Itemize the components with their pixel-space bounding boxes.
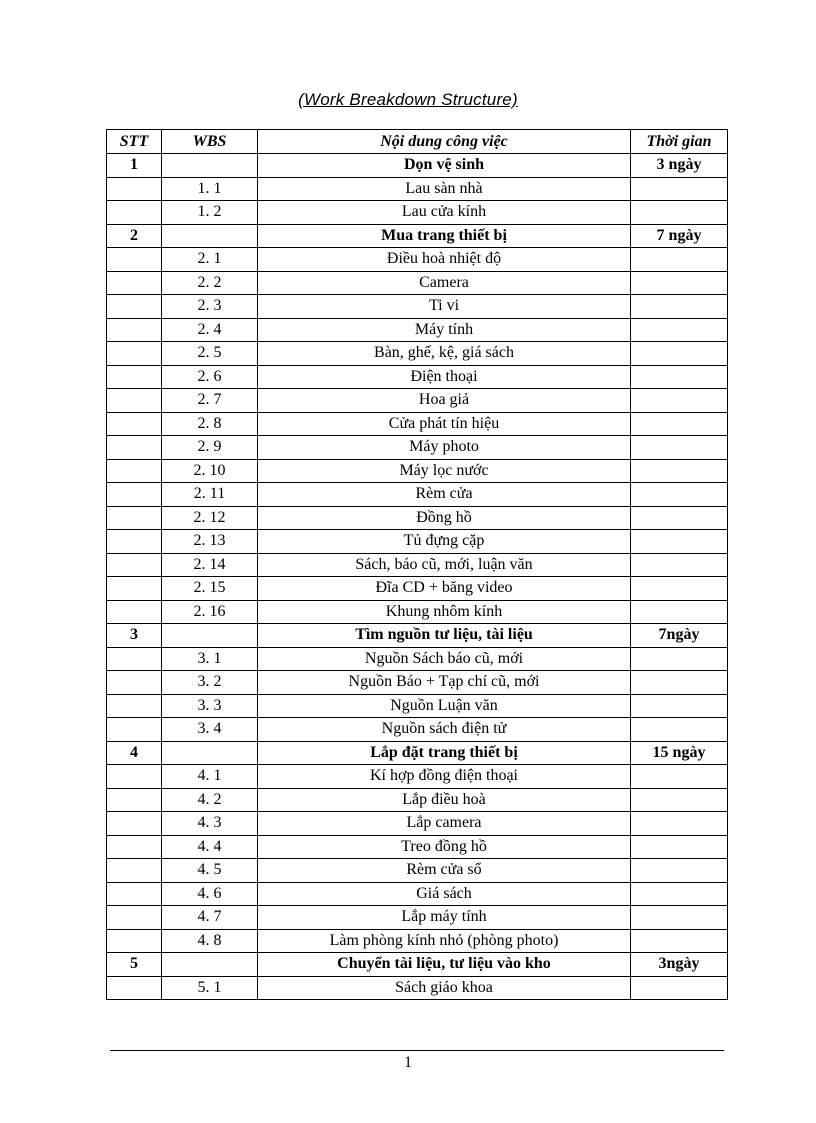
table-row (107, 318, 728, 342)
cell-wbs: 4. 4 (162, 835, 258, 859)
cell-stt (107, 577, 162, 601)
cell-time (631, 342, 728, 366)
cell-task: Lắp điều hoà (258, 788, 631, 812)
cell-wbs (162, 624, 258, 648)
cell-wbs: 3. 1 (162, 647, 258, 671)
cell-time (631, 835, 728, 859)
cell-wbs: 2. 3 (162, 295, 258, 319)
table-row (107, 483, 728, 507)
cell-stt: 1 (107, 154, 162, 178)
cell-time (631, 506, 728, 530)
table-header (107, 130, 728, 154)
table-row (107, 412, 728, 436)
cell-wbs: 4. 6 (162, 882, 258, 906)
cell-time (631, 929, 728, 953)
cell-time (631, 671, 728, 695)
cell-task: Máy tính (258, 318, 631, 342)
cell-wbs: 2. 14 (162, 553, 258, 577)
header-task: Nội dung công việc (258, 130, 631, 154)
table-row (107, 577, 728, 601)
cell-time (631, 694, 728, 718)
cell-time: 7ngày (631, 624, 728, 648)
table-row (107, 600, 728, 624)
cell-time (631, 765, 728, 789)
cell-stt (107, 295, 162, 319)
table-row (107, 248, 728, 272)
cell-time (631, 201, 728, 225)
cell-task: Lau sàn nhà (258, 177, 631, 201)
cell-task: Lắp máy tính (258, 906, 631, 930)
cell-task: Lắp camera (258, 812, 631, 836)
cell-wbs: 2. 10 (162, 459, 258, 483)
cell-stt (107, 201, 162, 225)
table-row (107, 342, 728, 366)
wbs-table (106, 129, 728, 1000)
cell-task: Lắp đặt trang thiết bị (258, 741, 631, 765)
cell-wbs: 2. 7 (162, 389, 258, 413)
footer-divider (110, 1050, 724, 1051)
table-row-group (107, 224, 728, 248)
cell-stt (107, 436, 162, 460)
table-row (107, 436, 728, 460)
cell-task: Lau cửa kính (258, 201, 631, 225)
cell-task: Rèm cửa sổ (258, 859, 631, 883)
cell-wbs: 2. 1 (162, 248, 258, 272)
cell-stt (107, 906, 162, 930)
cell-wbs: 3. 2 (162, 671, 258, 695)
cell-stt (107, 718, 162, 742)
cell-time (631, 976, 728, 1000)
cell-time (631, 647, 728, 671)
cell-task: Nguồn Sách báo cũ, mới (258, 647, 631, 671)
cell-task: Kí hợp đồng điện thoại (258, 765, 631, 789)
cell-stt (107, 483, 162, 507)
cell-time (631, 718, 728, 742)
cell-task: Điều hoà nhiệt độ (258, 248, 631, 272)
cell-task: Làm phòng kính nhỏ (phòng photo) (258, 929, 631, 953)
cell-stt (107, 859, 162, 883)
table-row (107, 295, 728, 319)
cell-task: Đồng hồ (258, 506, 631, 530)
table-row-group (107, 953, 728, 977)
cell-task: Treo đồng hồ (258, 835, 631, 859)
cell-stt: 2 (107, 224, 162, 248)
table-row (107, 765, 728, 789)
cell-wbs: 2. 15 (162, 577, 258, 601)
table-row (107, 812, 728, 836)
cell-stt (107, 553, 162, 577)
table-row (107, 671, 728, 695)
table-row (107, 271, 728, 295)
cell-time (631, 459, 728, 483)
cell-task: Tìm nguồn tư liệu, tài liệu (258, 624, 631, 648)
cell-wbs: 4. 8 (162, 929, 258, 953)
cell-stt (107, 976, 162, 1000)
table-row (107, 906, 728, 930)
cell-stt (107, 318, 162, 342)
cell-time (631, 365, 728, 389)
cell-time (631, 412, 728, 436)
cell-stt (107, 647, 162, 671)
table-row-group (107, 624, 728, 648)
page-title: (Work Breakdown Structure) (298, 90, 518, 109)
cell-task: Máy photo (258, 436, 631, 460)
cell-stt (107, 929, 162, 953)
cell-stt (107, 389, 162, 413)
cell-task: Mua trang thiết bị (258, 224, 631, 248)
table-row (107, 553, 728, 577)
cell-stt (107, 459, 162, 483)
cell-task: Camera (258, 271, 631, 295)
table-row (107, 530, 728, 554)
cell-stt (107, 835, 162, 859)
table-row (107, 718, 728, 742)
cell-wbs: 2. 12 (162, 506, 258, 530)
cell-time: 3ngày (631, 953, 728, 977)
cell-task: Hoa giả (258, 389, 631, 413)
cell-task: Cửa phát tín hiệu (258, 412, 631, 436)
cell-wbs: 2. 8 (162, 412, 258, 436)
cell-wbs: 4. 3 (162, 812, 258, 836)
cell-stt (107, 671, 162, 695)
cell-wbs: 2. 5 (162, 342, 258, 366)
table-row (107, 647, 728, 671)
cell-stt (107, 177, 162, 201)
cell-stt (107, 812, 162, 836)
cell-time (631, 318, 728, 342)
cell-stt (107, 694, 162, 718)
table-row-group (107, 154, 728, 178)
table-row (107, 788, 728, 812)
table-row (107, 835, 728, 859)
table-row (107, 177, 728, 201)
cell-task: Khung nhôm kính (258, 600, 631, 624)
cell-time (631, 906, 728, 930)
cell-task: Điện thoại (258, 365, 631, 389)
cell-wbs: 4. 5 (162, 859, 258, 883)
cell-task: Nguồn Luận văn (258, 694, 631, 718)
cell-task: Dọn vệ sinh (258, 154, 631, 178)
cell-wbs: 1. 1 (162, 177, 258, 201)
cell-time (631, 483, 728, 507)
cell-wbs: 4. 7 (162, 906, 258, 930)
cell-task: Nguồn sách điện tử (258, 718, 631, 742)
cell-wbs: 2. 6 (162, 365, 258, 389)
cell-stt (107, 882, 162, 906)
cell-wbs: 1. 2 (162, 201, 258, 225)
cell-stt: 3 (107, 624, 162, 648)
cell-stt (107, 788, 162, 812)
cell-time (631, 177, 728, 201)
cell-time (631, 295, 728, 319)
table-row (107, 201, 728, 225)
cell-time: 7 ngày (631, 224, 728, 248)
table-row (107, 506, 728, 530)
cell-task: Tủ đựng cặp (258, 530, 631, 554)
cell-time (631, 859, 728, 883)
table-row (107, 976, 728, 1000)
cell-task: Giá sách (258, 882, 631, 906)
cell-task: Bàn, ghế, kệ, giá sách (258, 342, 631, 366)
table-row (107, 389, 728, 413)
cell-task: Chuyển tài liệu, tư liệu vào kho (258, 953, 631, 977)
table-row (107, 882, 728, 906)
cell-time (631, 530, 728, 554)
cell-wbs: 2. 11 (162, 483, 258, 507)
cell-time (631, 389, 728, 413)
cell-time: 3 ngày (631, 154, 728, 178)
cell-wbs (162, 953, 258, 977)
cell-wbs: 2. 16 (162, 600, 258, 624)
cell-task: Sách, báo cũ, mới, luận văn (258, 553, 631, 577)
cell-wbs: 4. 1 (162, 765, 258, 789)
table-body (107, 154, 728, 1000)
table-header-row (107, 130, 728, 154)
cell-wbs: 2. 9 (162, 436, 258, 460)
cell-stt (107, 506, 162, 530)
table-row (107, 859, 728, 883)
cell-time (631, 788, 728, 812)
cell-wbs: 3. 3 (162, 694, 258, 718)
page-number: 1 (404, 1054, 412, 1071)
cell-stt: 4 (107, 741, 162, 765)
table-row-group (107, 741, 728, 765)
cell-stt (107, 765, 162, 789)
cell-wbs: 2. 13 (162, 530, 258, 554)
cell-wbs: 3. 4 (162, 718, 258, 742)
cell-wbs (162, 741, 258, 765)
header-stt: STT (107, 130, 162, 154)
cell-stt (107, 365, 162, 389)
cell-time (631, 436, 728, 460)
cell-time: 15 ngày (631, 741, 728, 765)
cell-stt (107, 600, 162, 624)
cell-wbs (162, 224, 258, 248)
cell-time (631, 577, 728, 601)
cell-time (631, 882, 728, 906)
cell-stt: 5 (107, 953, 162, 977)
cell-time (631, 248, 728, 272)
table-row (107, 694, 728, 718)
cell-task: Ti vi (258, 295, 631, 319)
cell-task: Sách giáo khoa (258, 976, 631, 1000)
cell-stt (107, 248, 162, 272)
cell-stt (107, 342, 162, 366)
cell-wbs: 2. 4 (162, 318, 258, 342)
cell-time (631, 553, 728, 577)
header-time: Thời gian (631, 130, 728, 154)
cell-time (631, 600, 728, 624)
cell-stt (107, 271, 162, 295)
cell-time (631, 812, 728, 836)
cell-task: Máy lọc nước (258, 459, 631, 483)
cell-task: Đĩa CD + băng video (258, 577, 631, 601)
cell-time (631, 271, 728, 295)
cell-task: Nguồn Báo + Tạp chí cũ, mới (258, 671, 631, 695)
cell-stt (107, 530, 162, 554)
cell-stt (107, 412, 162, 436)
cell-task: Rèm cửa (258, 483, 631, 507)
cell-wbs: 2. 2 (162, 271, 258, 295)
table-row (107, 365, 728, 389)
table-row (107, 459, 728, 483)
cell-wbs: 5. 1 (162, 976, 258, 1000)
table-row (107, 929, 728, 953)
header-wbs: WBS (162, 130, 258, 154)
cell-wbs (162, 154, 258, 178)
cell-wbs: 4. 2 (162, 788, 258, 812)
